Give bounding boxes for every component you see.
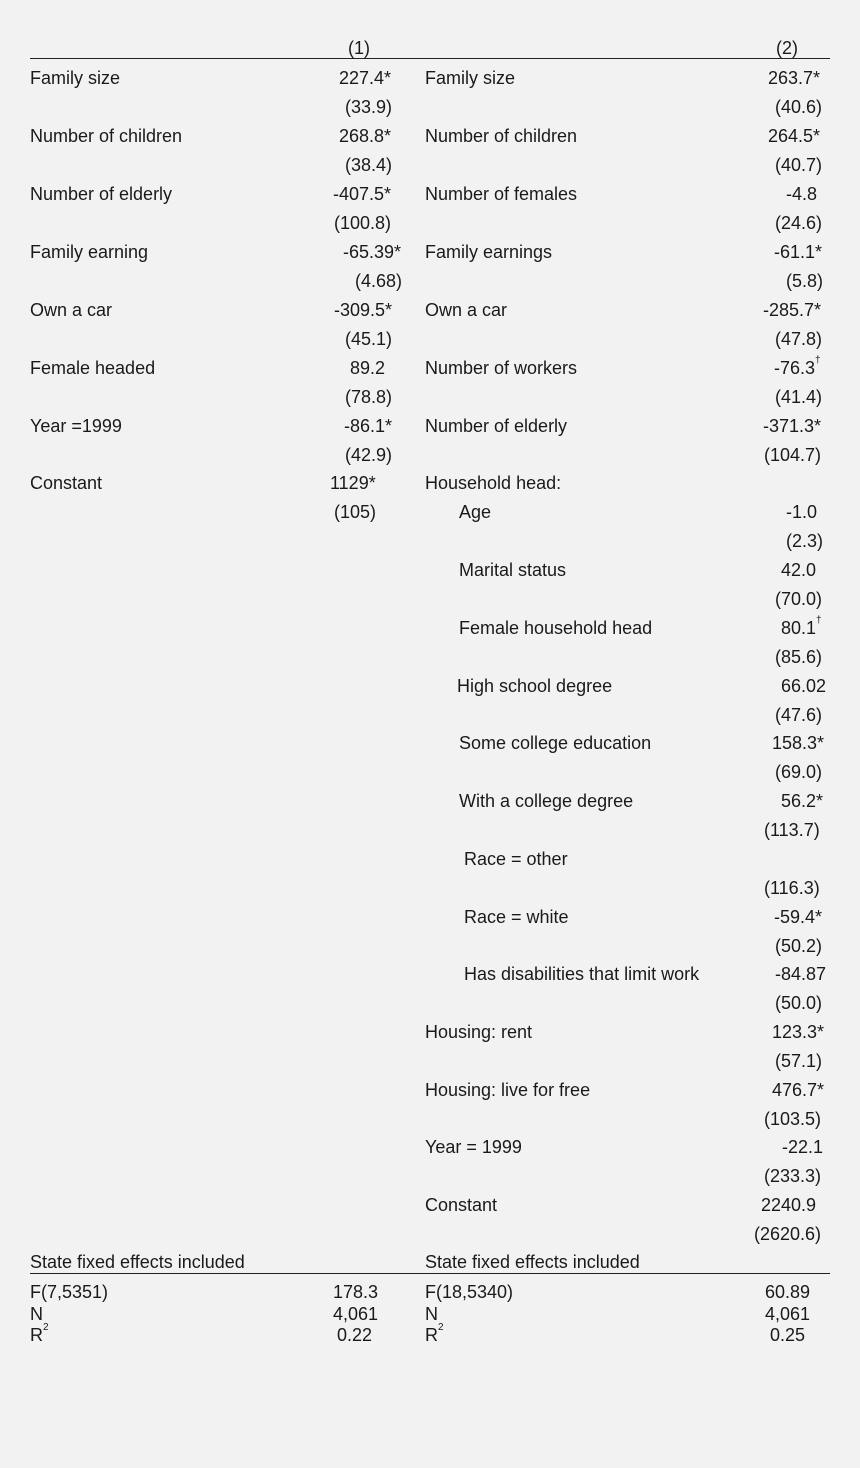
right-row-coef: 263.7* [768,68,821,88]
right-row-se: (104.7) [764,445,822,465]
right-fixed-effects-note: State fixed effects included [425,1252,640,1272]
right-row-label: Household head: [425,473,562,493]
right-row-se: (233.3) [764,1166,822,1186]
right-row-coef: 42.0 [781,560,817,580]
right-row-label: Race = white [464,907,569,927]
right-row-coef: -4.8 [786,184,818,204]
left-row-label: Constant [30,473,103,493]
right-row-coef: 476.7* [772,1080,825,1100]
left-row-coef: 227.4* [339,68,392,88]
left-stat-label: R [30,1325,43,1345]
right-row-se: (41.4) [775,387,823,407]
right-row-coef-wrap [781,615,822,638]
right-row-se: (113.7) [764,820,820,840]
left-row-label: Number of elderly [30,184,173,204]
right-stat-label: R [425,1325,438,1345]
right-row-coef: 56.2* [781,791,824,811]
right-row-se: (47.8) [775,329,823,349]
left-row-se: (4.68) [355,271,403,291]
top-rule [30,58,830,59]
left-row-coef: -65.39* [343,242,402,262]
right-row-coef: -61.1* [774,242,823,262]
left-row-label: Family earning [30,242,149,262]
left-row-se: (38.4) [345,155,393,175]
right-row-label: Some college education [459,733,652,753]
right-row-se: (69.0) [775,762,823,782]
right-row-label: Female household head [459,618,653,638]
right-row-se: (50.0) [775,993,823,1013]
left-row-se: (42.9) [345,445,393,465]
right-row-coef: 123.3* [772,1022,825,1042]
right-stat-label: F(18,5340) [425,1282,514,1302]
right-row-label: Age [459,502,492,522]
right-row-label: Marital status [459,560,567,580]
right-row-label: Family size [425,68,516,88]
left-row-label: Number of children [30,126,183,146]
right-row-coef: -371.3* [763,416,822,436]
right-row-se: (40.6) [775,97,823,117]
right-row-label: Year = 1999 [425,1137,522,1157]
right-row-se: (2620.6) [754,1224,822,1244]
right-row-label: Family earnings [425,242,553,262]
right-row-coef: -84.87 [775,964,827,984]
right-row-coef: -285.7* [763,300,822,320]
right-row-se: (85.6) [775,647,823,667]
left-row-coef: 89.2 [350,358,386,378]
right-row-coef: 2240.9 [761,1195,817,1215]
left-row-se: (100.8) [334,213,392,233]
right-stat-label: N [425,1304,438,1324]
column-2-header: (2) [776,38,798,58]
dagger-mark: † [815,355,821,366]
right-row-coef: 80.1 [781,618,817,638]
left-row-coef: -309.5* [334,300,393,320]
right-row-coef: -76.3 [774,358,816,378]
left-row-coef: 268.8* [339,126,392,146]
right-row-label: With a college degree [459,791,634,811]
left-stat-value: 4,061 [333,1304,379,1324]
right-row-label: Race = other [464,849,568,869]
left-row-coef: 1129* [330,473,376,493]
right-row-se: (2.3) [786,531,824,551]
right-stat-value: 0.25 [770,1325,806,1345]
right-row-se: (116.3) [764,878,820,898]
left-stat-label: F(7,5351) [30,1282,109,1302]
left-row-se: (78.8) [345,387,393,407]
right-row-coef: -1.0 [786,502,818,522]
left-stat-label-wrap [30,1322,49,1345]
left-row-coef: -407.5* [333,184,392,204]
superscript-two: 2 [438,1322,444,1333]
left-stat-value: 0.22 [337,1325,373,1345]
right-row-label: Housing: live for free [425,1080,591,1100]
dagger-mark: † [816,615,822,626]
right-row-coef: 264.5* [768,126,821,146]
left-stat-label: N [30,1304,43,1324]
right-row-se: (24.6) [775,213,823,233]
right-row-label: Has disabilities that limit work [464,964,700,984]
right-row-coef-wrap [774,355,821,378]
right-row-label: Constant [425,1195,498,1215]
left-row-label: Family size [30,68,121,88]
right-row-se: (5.8) [786,271,824,291]
left-row-se: (33.9) [345,97,393,117]
left-row-label: Own a car [30,300,113,320]
right-row-coef: -59.4* [774,907,823,927]
left-row-label: Year =1999 [30,416,122,436]
left-row-se: (45.1) [345,329,393,349]
right-row-se: (57.1) [775,1051,823,1071]
right-stat-label-wrap [425,1322,444,1345]
bottom-rule [30,1273,830,1274]
right-row-se: (47.6) [775,705,823,725]
right-row-coef: -22.1 [782,1137,824,1157]
right-row-label: Housing: rent [425,1022,533,1042]
right-row-se: (40.7) [775,155,823,175]
left-row-label: Female headed [30,358,156,378]
right-row-se: (70.0) [775,589,823,609]
right-row-label: Number of elderly [425,416,568,436]
superscript-two: 2 [43,1322,49,1333]
left-stat-value: 178.3 [333,1282,379,1302]
right-row-se: (50.2) [775,936,823,956]
right-row-label: Number of workers [425,358,578,378]
left-row-coef: -86.1* [344,416,393,436]
left-row-se: (105) [334,502,377,522]
right-row-label: Number of females [425,184,578,204]
right-row-label: High school degree [457,676,613,696]
right-stat-value: 4,061 [765,1304,811,1324]
right-row-coef: 66.02 [781,676,827,696]
left-fixed-effects-note: State fixed effects included [30,1252,245,1272]
right-row-coef: 158.3* [772,733,825,753]
column-1-header: (1) [348,38,370,58]
right-stat-value: 60.89 [765,1282,811,1302]
right-row-label: Number of children [425,126,578,146]
right-row-label: Own a car [425,300,508,320]
right-row-se: (103.5) [764,1109,822,1129]
